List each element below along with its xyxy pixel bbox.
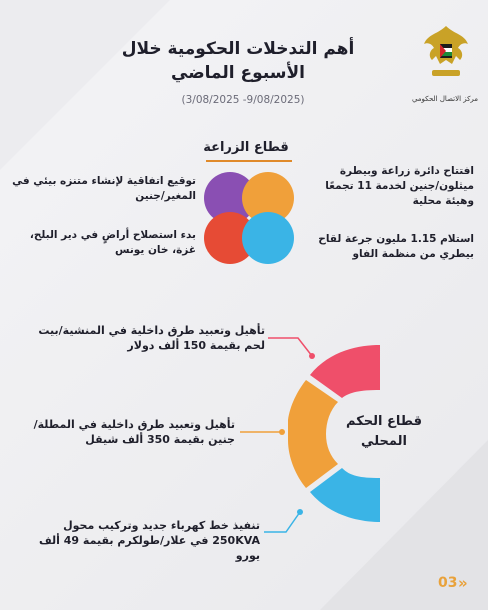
page-number: 03 <box>438 575 458 591</box>
chevron-right-icon: » <box>458 574 468 592</box>
title-line-1: أهم التدخلات الحكومية خلال <box>121 39 355 59</box>
org-caption: مركز الاتصال الحكومي <box>411 95 479 103</box>
local-gov-item-3: تنفيذ خط كهرباء جديد وتركيب محول 250KVA في علار/طولكرم بقيمة 49 ألف يورو <box>38 519 260 562</box>
local-gov-item-1: تأهيل وتعبيد طرق داخلية في المنشية/بيت لحم بقيمة 150 ألف دولار <box>38 324 265 352</box>
agriculture-item-left-1: توقيع اتفاقية لإنشاء متنزه بيئي في المغير/جنين <box>12 175 196 202</box>
agriculture-item-left-2: بدء استصلاح أراضٍ في دير البلح، غزة، خان يونس <box>29 229 196 256</box>
date-range: (3/08/2025 -9/08/2025) <box>181 94 305 106</box>
local-gov-title-line-1: قطاع الحكم <box>346 414 422 429</box>
agriculture-title: قطاع الزراعة <box>203 140 289 155</box>
agriculture-item-right-2: استلام 1.15 مليون جرعة لقاح بيطري من منظمة الفاو <box>318 233 474 260</box>
local-gov-item-2: تأهيل وتعبيد طرق داخلية في المطلة/جنين بقيمة 350 ألف شيقل <box>33 418 235 446</box>
title-line-2: الأسبوع الماضي <box>171 63 305 83</box>
local-gov-title-line-2: المحلي <box>361 434 407 449</box>
agriculture-item-right-1: افتتاح دائرة زراعة وبيطرة ميثلون/جنين لخدمة 11 تجمعًا وهيئة محلية <box>325 165 474 207</box>
